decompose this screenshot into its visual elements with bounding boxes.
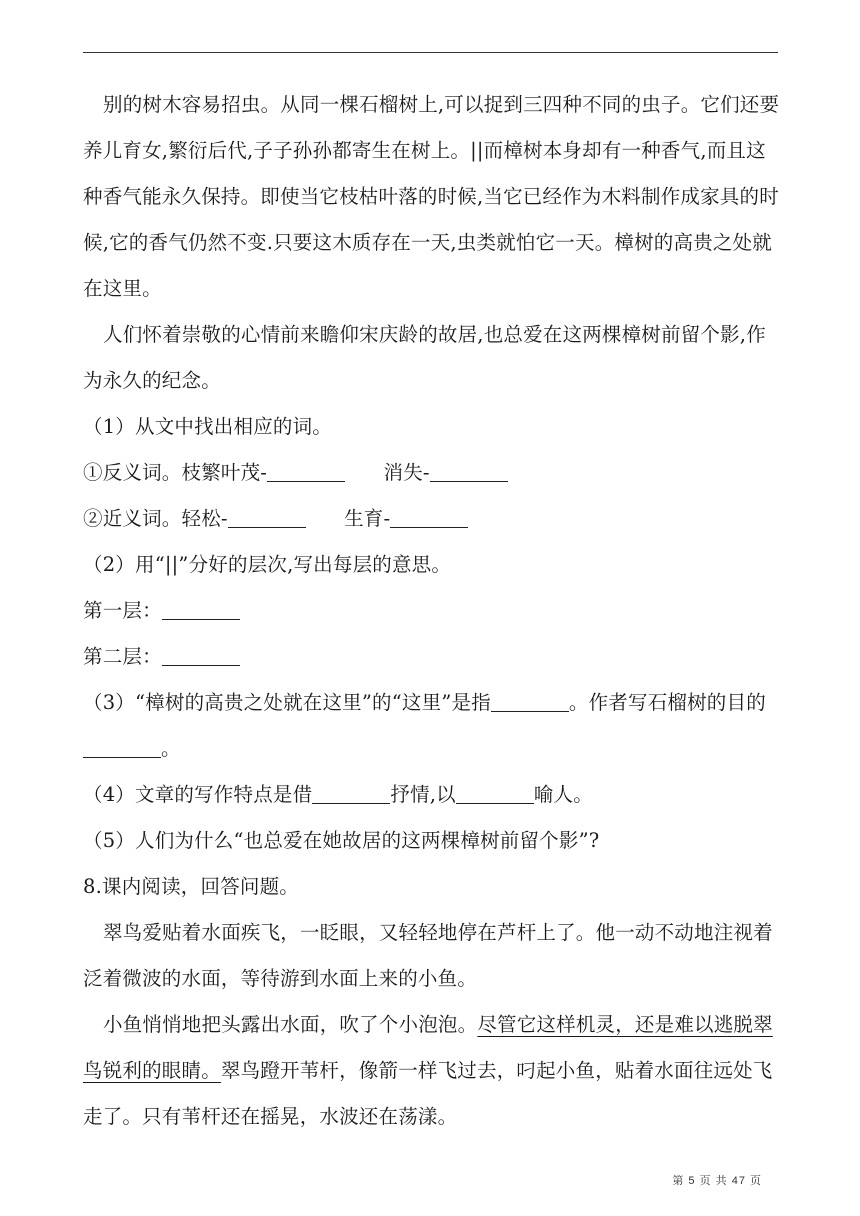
question-3 <box>83 680 783 772</box>
question-2-layer-2 <box>83 634 783 680</box>
header-rule <box>83 52 778 53</box>
page-number: 第 5 页 共 47 页 <box>672 1175 762 1187</box>
question-1-synonyms <box>83 496 783 542</box>
q3-text-2: 。作者写石榴树的目的 <box>568 691 766 714</box>
q3-blank-1[interactable] <box>491 689 569 712</box>
antonym-blank-1[interactable] <box>267 459 345 482</box>
antonym-blank-2[interactable] <box>430 459 508 482</box>
passage-kingfisher-1: 翠鸟爱贴着水面疾飞，一眨眼，又轻轻地停在芦杆上了。他一动不动地注视着泛着微波的水面，等待游到水面上来的小鱼。 <box>83 921 773 990</box>
question-1-antonyms <box>83 450 783 496</box>
paragraph-camphor-scent: 别的树木容易招虫。从同一棵石榴树上,可以捉到三四种不同的虫子。它们还要养儿育女,繁衍后代,子子孙孙都寄生在树上。||而樟树本身却有一种香气,而且这种香气能永久保持。即使当它枝枯叶落的时候,当它已经作为木料制作成家具的时候,它的香气仍然不变.只要这木质存在一天,虫类就怕它一天。樟树的高贵之处就在这里。 <box>83 93 780 300</box>
synonym-blank-1[interactable] <box>228 505 306 528</box>
question-2-title: （2）用“||”分好的层次,写出每层的意思。 <box>83 553 452 576</box>
layer-2-label: 第二层： <box>83 645 162 668</box>
passage-2-end: 翠鸟蹬开苇杆，像箭一样飞过去，叼起小鱼，贴着水面往远处飞走了。只有苇杆还在摇晃，水波还在荡漾。 <box>83 1059 773 1128</box>
q4-blank-1[interactable] <box>312 781 390 804</box>
page-content <box>83 82 783 1140</box>
passage-2-start: 小鱼悄悄地把头露出水面，吹了个小泡泡。 <box>103 1013 478 1036</box>
antonym-label: ①反义词。枝繁叶茂- <box>83 461 268 484</box>
q3-text-1: （3）“樟树的高贵之处就在这里”的“这里”是指 <box>83 691 491 714</box>
question-5: （5）人们为什么“也总爱在她故居的这两棵樟树前留个影”? <box>83 829 600 852</box>
passage-kingfisher-2 <box>83 1002 783 1140</box>
question-2-layer-1 <box>83 588 783 634</box>
q4-text-1: （4）文章的写作特点是借 <box>83 783 313 806</box>
layer-1-label: 第一层： <box>83 599 162 622</box>
q3-text-3: 。 <box>161 737 181 760</box>
synonym-label: ②近义词。轻松- <box>83 507 228 530</box>
paragraph-memorial: 人们怀着崇敬的心情前来瞻仰宋庆龄的故居,也总爱在这两棵樟树前留个影,作为永久的纪念。 <box>83 323 766 392</box>
underlined-sentence: 尽管它这样机灵，还是难以逃脱翠鸟锐利的眼睛。 <box>83 1013 773 1082</box>
layer-2-blank[interactable] <box>162 643 240 666</box>
synonym-label-2: 生育- <box>344 507 391 530</box>
q4-text-3: 喻人。 <box>533 783 593 806</box>
section-8-title: 8.课内阅读，回答问题。 <box>83 875 300 898</box>
question-1-title: （1）从文中找出相应的词。 <box>83 415 333 438</box>
layer-1-blank[interactable] <box>162 597 240 620</box>
antonym-label-2: 消失- <box>383 461 430 484</box>
synonym-blank-2[interactable] <box>390 505 468 528</box>
q4-text-2: 抒情,以 <box>390 783 456 806</box>
question-4 <box>83 772 783 818</box>
q4-blank-2[interactable] <box>456 781 534 804</box>
q3-blank-2[interactable] <box>83 735 161 758</box>
